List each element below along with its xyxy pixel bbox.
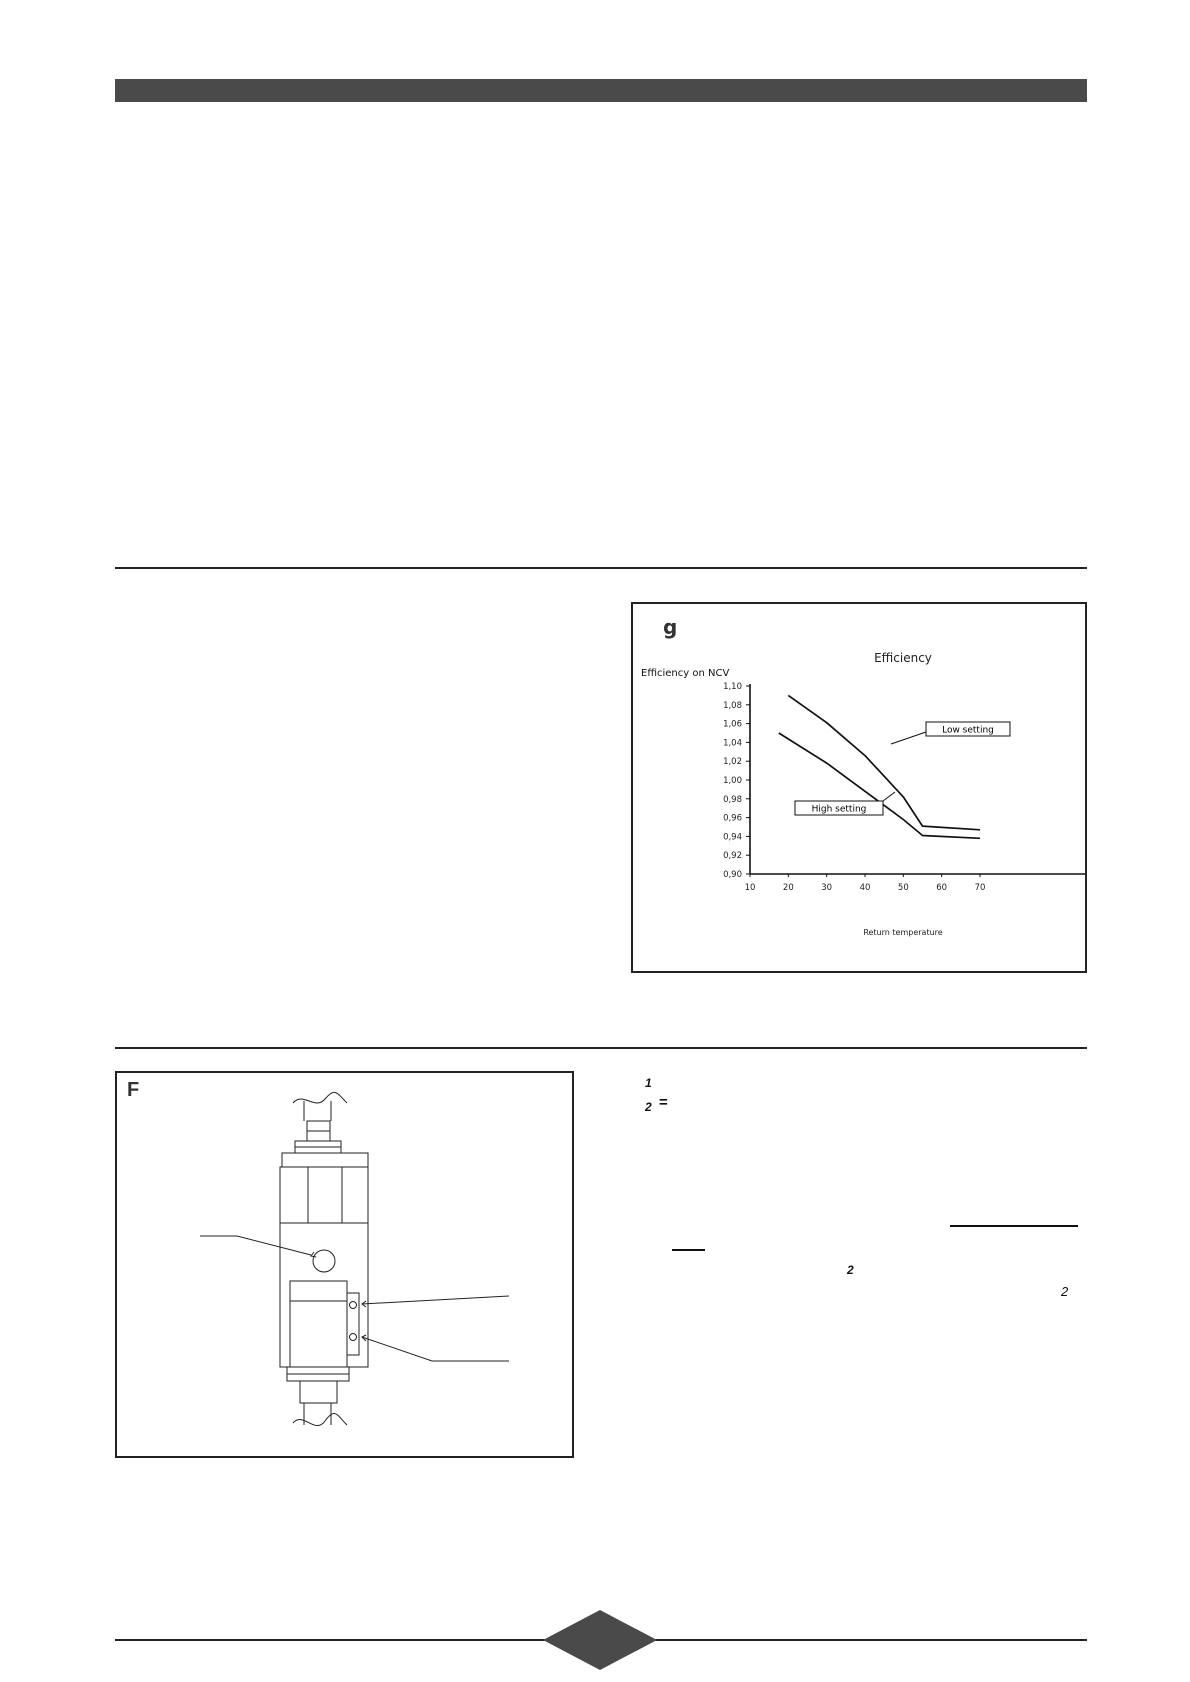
- efficiency-chart: [633, 604, 1085, 971]
- note-marker-1: 1: [645, 1076, 652, 1090]
- y-axis-label: Efficiency on NCV: [641, 668, 730, 679]
- bottom-pipe-break: [293, 1413, 347, 1425]
- valve-body: [280, 1167, 368, 1367]
- screw-leader: [200, 1236, 311, 1255]
- chart-ticks: [723, 682, 985, 893]
- test-point-inlet: [350, 1302, 357, 1309]
- lower-cap: [290, 1281, 347, 1367]
- top-pipe-break: [293, 1092, 347, 1103]
- footer-rule-left: [115, 1639, 545, 1641]
- test-point-block: [347, 1293, 359, 1355]
- y-tick-label: 0,94: [723, 832, 742, 843]
- valve-drawing: [117, 1073, 572, 1456]
- header-bar: [115, 79, 1087, 102]
- y-tick-label: 1,02: [723, 757, 742, 768]
- y-tick-label: 0,92: [723, 851, 742, 862]
- x-axis-label: Return temperature: [863, 928, 943, 937]
- efficiency-chart-figure: [631, 602, 1087, 973]
- note-marker-2: 2: [645, 1100, 652, 1114]
- y-tick-label: 0,98: [723, 794, 742, 805]
- top-pipe: [304, 1101, 331, 1121]
- x-tick-label: 30: [821, 883, 833, 893]
- x-tick-label: 60: [936, 883, 948, 893]
- low-setting-leader: [891, 732, 926, 744]
- top-port: [308, 1167, 342, 1223]
- footer-rule-right: [654, 1639, 1087, 1641]
- chart-axes: [750, 684, 1085, 874]
- x-tick-label: 70: [974, 883, 986, 893]
- note-marker-3: 2: [847, 1263, 854, 1277]
- adjustment-screw: [313, 1250, 335, 1272]
- figure-letter: g: [663, 615, 678, 639]
- x-tick-label: 50: [897, 883, 909, 893]
- y-tick-label: 0,96: [723, 813, 742, 824]
- high-setting-leader: [883, 792, 895, 801]
- y-tick-label: 1,10: [723, 682, 742, 692]
- equals-sign: =: [659, 1094, 668, 1111]
- chart-callouts: [795, 722, 1010, 815]
- high-setting-line: [779, 733, 980, 838]
- test-point-outlet: [350, 1334, 357, 1341]
- y-tick-label: 0,90: [723, 870, 742, 880]
- x-tick-label: 20: [782, 883, 794, 893]
- valve-figure: [115, 1071, 574, 1458]
- outlet-leader: [362, 1337, 509, 1361]
- low-setting-label: Low setting: [942, 725, 994, 736]
- underline: [672, 1249, 705, 1251]
- y-tick-label: 1,00: [723, 776, 742, 786]
- footer-diamond: [543, 1610, 657, 1670]
- underline: [950, 1225, 1078, 1227]
- inlet-leader: [362, 1296, 509, 1304]
- section-divider: [115, 567, 1087, 569]
- x-tick-label: 10: [744, 883, 756, 893]
- chart-title: Efficiency: [874, 651, 932, 665]
- y-tick-label: 1,04: [723, 738, 742, 749]
- bottom-pipe: [304, 1403, 331, 1425]
- chart-series: [779, 695, 980, 838]
- section-divider: [115, 1047, 1087, 1049]
- note-marker-4: 2: [1061, 1284, 1069, 1299]
- high-setting-label: High setting: [811, 804, 867, 815]
- x-tick-label: 40: [859, 883, 871, 893]
- y-tick-label: 1,06: [723, 719, 742, 730]
- figure-letter: F: [127, 1079, 140, 1101]
- y-tick-label: 1,08: [723, 700, 742, 711]
